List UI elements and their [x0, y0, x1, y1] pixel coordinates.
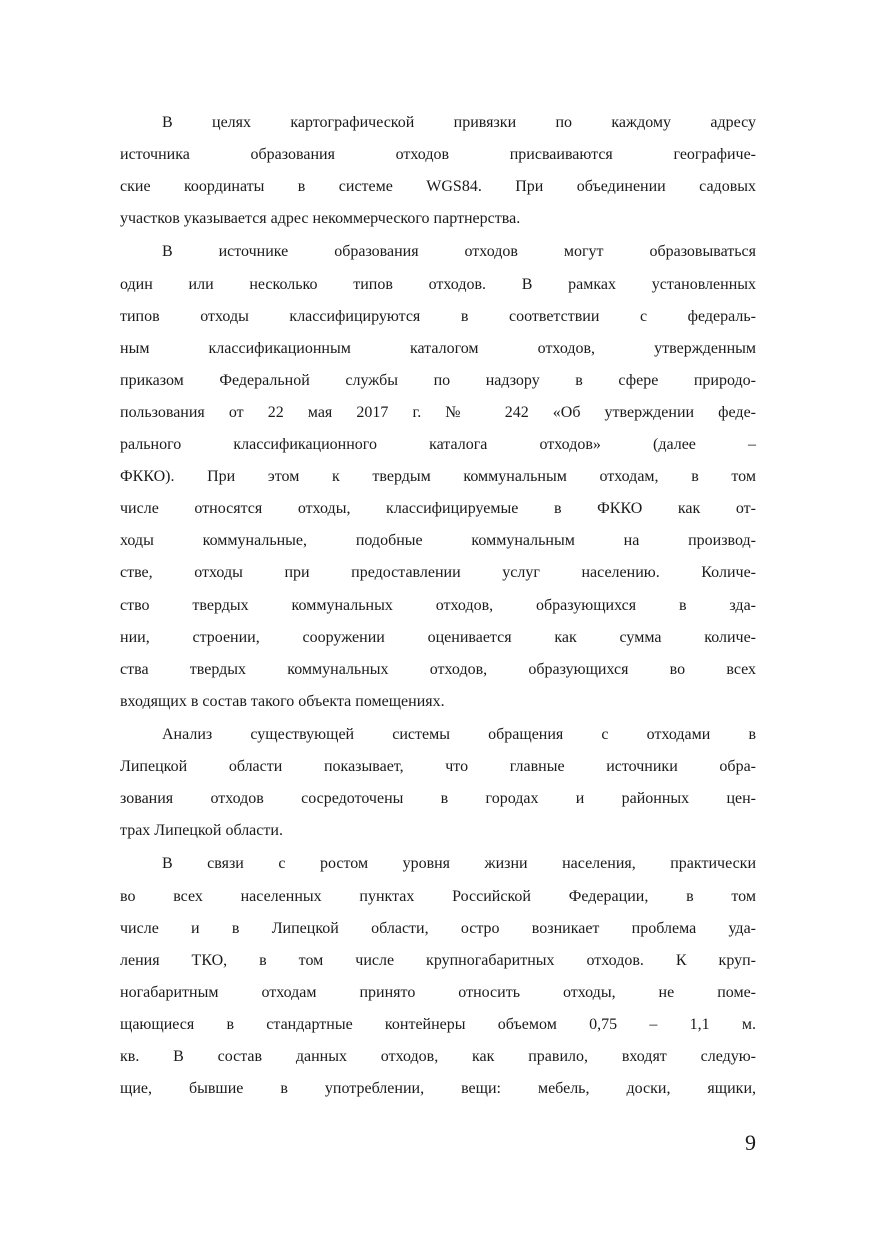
text-line: ские координаты в системе WGS84. При объединении садовых — [120, 178, 756, 196]
text-line: ФККО). При этом к твердым коммунальным отходам, в том — [120, 468, 756, 486]
text-line: В источнике образования отходов могут образовываться — [162, 243, 756, 261]
text-line: ства твердых коммунальных отходов, образующихся во всех — [120, 660, 756, 678]
page-number: 9 — [745, 1130, 756, 1155]
text-line: во всех населенных пунктах Российской Федерации, в том — [120, 887, 756, 905]
text-line: ногабаритным отходам принято относить отходы, не поме- — [120, 983, 756, 1001]
text-line: источника образования отходов присваиваются географиче- — [120, 146, 756, 164]
text-line: входящих в состав такого объекта помещениях. — [120, 692, 445, 710]
text-line: трах Липецкой области. — [120, 822, 283, 840]
text-line: ходы коммунальные, подобные коммунальным на производ- — [120, 532, 756, 550]
text-line: кв. В состав данных отходов, как правило, входят следую- — [120, 1048, 756, 1065]
paragraph — [120, 726, 756, 854]
document-page — [120, 114, 756, 1113]
paragraph — [120, 855, 756, 1112]
text-line: Липецкой области показывает, что главные источники обра- — [120, 758, 756, 776]
text-line: ство твердых коммунальных отходов, образующихся в зда- — [120, 596, 756, 614]
text-line: типов отходы классифицируются в соответствии с федераль- — [120, 307, 756, 325]
text-line: Анализ существующей системы обращения с отходами в — [162, 725, 756, 743]
text-line: один или несколько типов отходов. В рамках установленных — [120, 275, 756, 293]
text-line: приказом Федеральной службы по надзору в сфере природо- — [120, 371, 756, 389]
text-line: В целях картографической привязки по каждому адресу — [162, 114, 756, 131]
paragraph — [120, 243, 756, 724]
text-line: щающиеся в стандартные контейнеры объемом 0,75 – 1,1 м. — [120, 1015, 756, 1033]
text-line: числе относятся отходы, классифицируемые в ФККО как от- — [120, 500, 756, 518]
text-line: пользования от 22 мая 2017 г. № 242 «Об утверждении феде- — [120, 403, 756, 421]
text-line: щие, бывшие в употреблении, вещи: мебель, доски, ящики, — [120, 1080, 756, 1098]
text-line: ным классификационным каталогом отходов, утвержденным — [120, 339, 756, 357]
paragraph — [120, 114, 756, 242]
text-line: зования отходов сосредоточены в городах и районных цен- — [120, 790, 756, 808]
text-line: ления ТКО, в том числе крупногабаритных отходов. К круп- — [120, 951, 756, 969]
text-line: В связи с ростом уровня жизни населения, практически — [162, 855, 756, 873]
text-line: числе и в Липецкой области, остро возникает проблема уда- — [120, 919, 756, 937]
text-line: участков указывается адрес некоммерческого партнерства. — [120, 210, 521, 228]
text-line: стве, отходы при предоставлении услуг населению. Количе- — [120, 564, 756, 582]
text-line: рального классификационного каталога отходов» (далее – — [120, 436, 756, 454]
text-line: нии, строении, сооружении оценивается как сумма количе- — [120, 628, 756, 646]
